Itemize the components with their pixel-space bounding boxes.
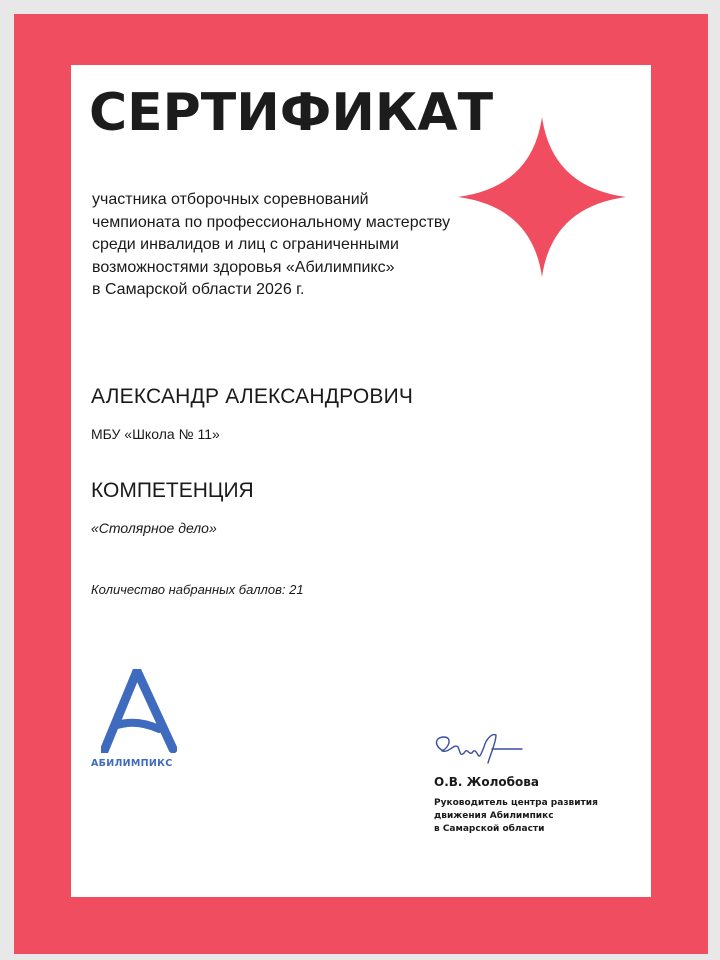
- role-line: движения Абилимпикс: [434, 811, 554, 821]
- participant-organization: МБУ «Школа № 11»: [91, 426, 220, 442]
- logo-text: АБИЛИМПИКС: [91, 758, 173, 769]
- competence-value: «Столярное дело»: [91, 520, 217, 536]
- certificate-title: СЕРТИФИКАТ: [89, 83, 494, 143]
- role-line: в Самарской области: [434, 824, 545, 834]
- description-line: в Самарской области 2026 г.: [92, 281, 305, 298]
- role-line: Руководитель центра развития: [434, 798, 598, 808]
- abilympics-logo: [91, 669, 201, 779]
- certificate-sheet: [71, 65, 651, 897]
- certificate-description: [92, 189, 512, 302]
- letter-a-logo-icon: [101, 669, 177, 753]
- score-text: Количество набранных баллов: 21: [91, 582, 304, 597]
- description-line: возможностями здоровья «Абилимпикс»: [92, 258, 395, 276]
- description-line: среди инвалидов и лиц с ограниченными: [92, 236, 399, 253]
- description-line: чемпионата по профессиональному мастерству: [92, 213, 451, 231]
- competence-heading: КОМПЕТЕНЦИЯ: [91, 479, 254, 502]
- description-line: участника отборочных соревнований: [92, 191, 369, 208]
- handwritten-signature: [430, 729, 530, 769]
- participant-name: АЛЕКСАНДР АЛЕКСАНДРОВИЧ: [91, 385, 414, 408]
- signatory-role: [434, 797, 634, 836]
- signatory-name: О.В. Жолобова: [434, 775, 539, 789]
